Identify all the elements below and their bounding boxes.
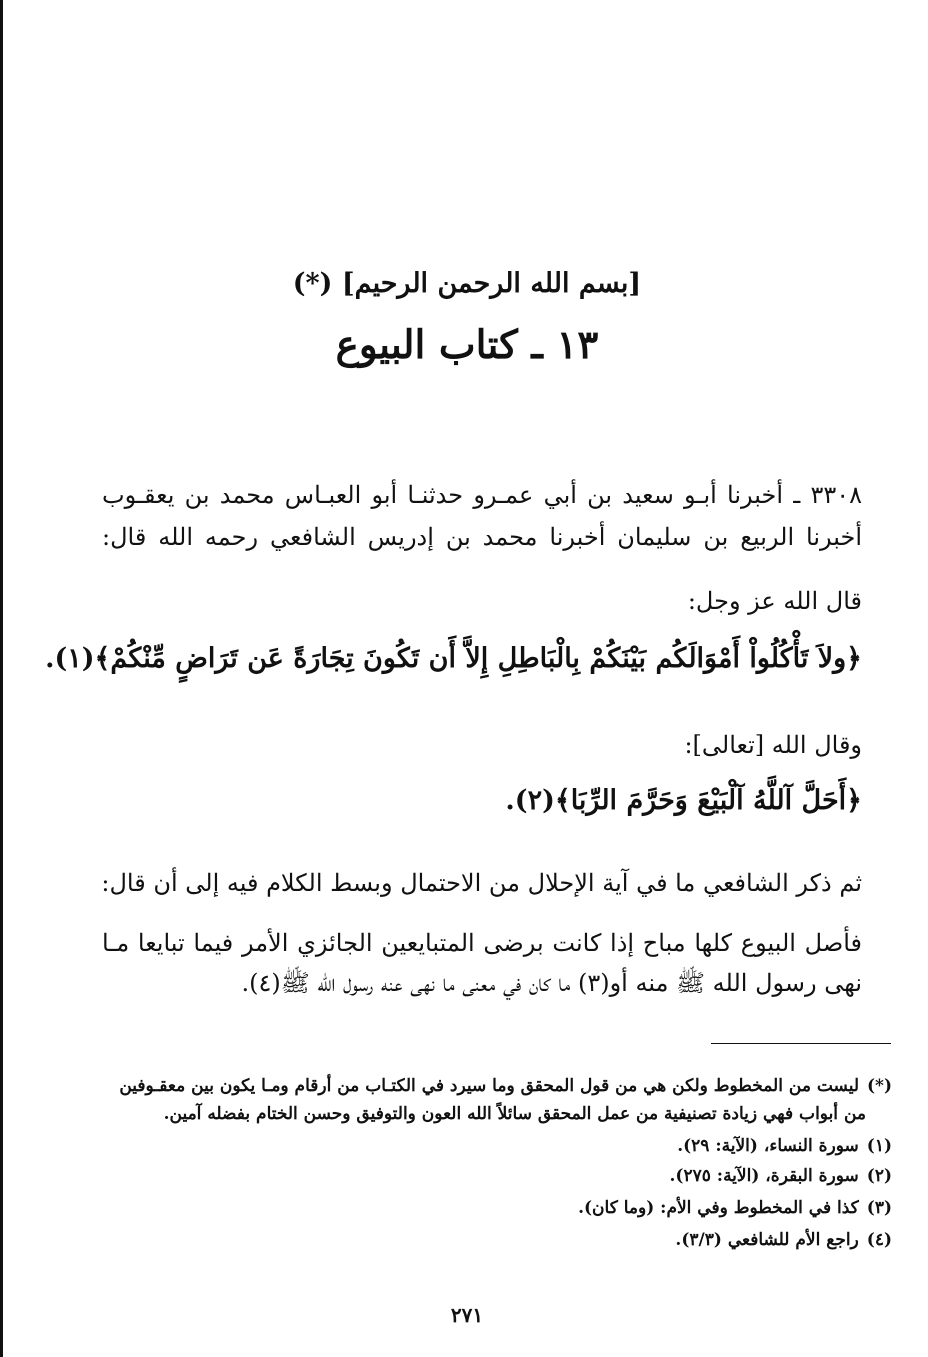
basmala-heading: [بسم الله الرحمن الرحيم] (*) <box>292 268 642 299</box>
footnote-1 <box>102 1134 892 1158</box>
verse-intro-2: وقال الله [تعالى]: <box>684 731 862 759</box>
footnote-separator <box>711 1043 891 1044</box>
footnote-2 <box>102 1164 892 1188</box>
footnote-4 <box>102 1228 892 1252</box>
footnote-star-continuation <box>76 1102 866 1126</box>
quran-verse-2: ﴿أَحَلَّ آللَّهُ آلْبَيْعَ وَحَرَّمَ الرِّبَا﴾(٢). <box>505 785 862 816</box>
paragraph-1: ثم ذكر الشافعي ما في آية الإحلال من الاحتمال وبسط الكلام فيه إلى أن قال: <box>101 869 862 897</box>
footnote-marker: (٤) <box>866 1230 892 1250</box>
footnote-marker: (٢) <box>866 1166 892 1186</box>
verse-intro-1: قال الله عز وجل: <box>687 587 862 615</box>
footnote-text: ليست من المخطوط ولكن هي من قول المحقق وما سيرد في الكتـاب من أرقام ومـا يكون بين معقـوفين <box>119 1076 860 1096</box>
footnote-text: راجع الأم للشافعي (٣/٣). <box>675 1230 859 1250</box>
footnote-marker: (*) <box>867 1076 892 1096</box>
footnote-marker: (١) <box>866 1136 892 1156</box>
footnote-star <box>102 1074 892 1098</box>
footnote-text: من أبواب فهي زيادة تصنيفية من عمل المحقق سائلاً الله العون والتوفيق وحسن الختام بفضله آمين. <box>163 1104 866 1124</box>
page-number: ٢٧١ <box>450 1303 484 1327</box>
quran-verse-1: ﴿ولاَ تَأْكُلُواْ أَمْوَالَكُم بَيْنَكُمْ بِالْبَاطِلِ إِلاَّ أَن تَكُونَ تِجَارَةً عَن تَرَاضٍ مِّنْكُمْ﴾(١). <box>45 643 862 674</box>
footnote-text: سورة البقرة، (الآية: ٢٧٥). <box>669 1166 859 1186</box>
isnad-line-2: أخبرنا الربيع بن سليمان أخبرنا محمد بن إدريس الشافعي رحمه الله قال: <box>102 523 862 551</box>
footnote-3 <box>102 1196 892 1220</box>
isnad-line-1: ٣٣٠٨ ـ أخبرنا أبـو سعيد بن أبي عمـرو حدثنـا أبو العبـاس محمد بن يعقـوب <box>102 481 862 509</box>
footnote-marker: (٣) <box>866 1198 892 1218</box>
paragraph-2-line-2: نهى رسول الله ﷺ منه أو(٣) ما كان في معنى ما نهى عنه رسول الله ﷺ(٤). <box>241 969 862 997</box>
book-title: ١٣ ـ كتاب البيوع <box>335 322 599 368</box>
footnote-text: كذا في المخطوط وفي الأم: (وما كان). <box>578 1198 859 1218</box>
footnote-text: سورة النساء، (الآية: ٢٩). <box>677 1136 859 1156</box>
paragraph-2-line-1: فأصل البيوع كلها مباح إذا كانت برضى المتبايعين الجائزي الأمر فيما تبايعا مـا <box>102 929 862 957</box>
